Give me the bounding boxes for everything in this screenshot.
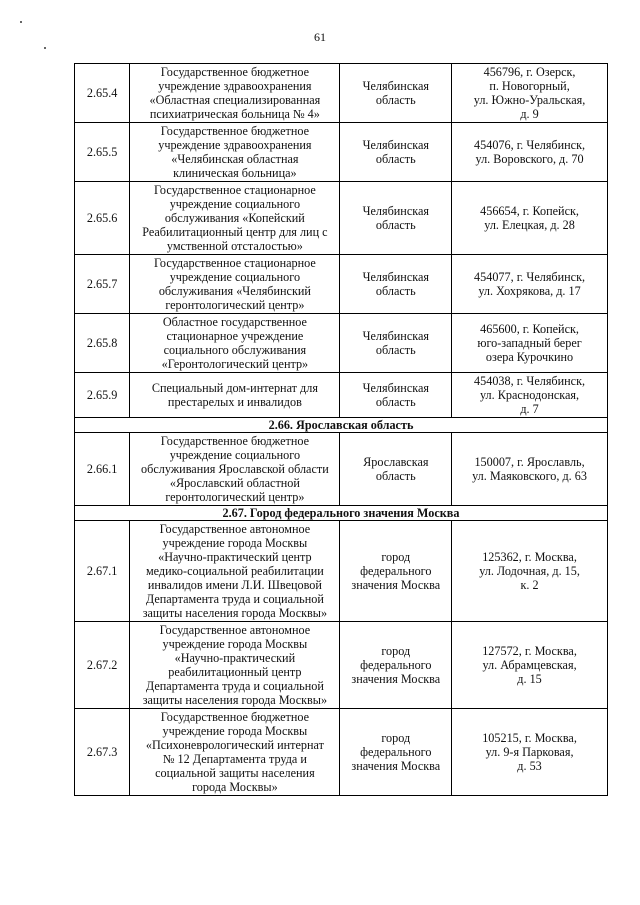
institution-name-line: социальной защиты населения (155, 766, 315, 780)
region-line: Челябинская (362, 381, 429, 395)
table-row (75, 314, 608, 373)
institution-name (130, 622, 340, 709)
region-line: федерального (360, 564, 432, 578)
table-row (75, 255, 608, 314)
institution-name-line: учреждение социального (169, 270, 301, 284)
table-row (75, 123, 608, 182)
region-cell (340, 64, 452, 123)
institution-name-line: учреждение социального (169, 197, 301, 211)
institution-name-line: Государственное бюджетное (160, 710, 310, 724)
entry-number: 2.67.3 (75, 709, 130, 796)
institution-name (130, 521, 340, 622)
institution-name-line: геронтологический центр» (165, 490, 305, 504)
table-row (75, 622, 608, 709)
region-line: область (375, 395, 416, 409)
institution-name-line: Государственное бюджетное (160, 124, 310, 138)
address-line: п. Новогорный, (489, 79, 570, 93)
address-line: ул. Хохрякова, д. 17 (478, 284, 581, 298)
address-cell (452, 314, 608, 373)
institution-name-line: престарелых и инвалидов (167, 395, 302, 409)
table-row (75, 64, 608, 123)
address-line: д. 15 (517, 672, 542, 686)
region-line: федерального (360, 745, 432, 759)
institution-name-line: реабилитационный центр (168, 665, 302, 679)
region-line: Челябинская (362, 79, 429, 93)
institution-name-line: Государственное стационарное (153, 183, 316, 197)
region-cell (340, 255, 452, 314)
institution-name (130, 373, 340, 418)
region-cell (340, 709, 452, 796)
address-cell (452, 373, 608, 418)
address-line: ул. Абрамцевская, (482, 658, 577, 672)
address-line: озера Курочкино (485, 350, 574, 364)
institution-name (130, 314, 340, 373)
institution-name-line: Департамента труда и социальной (145, 679, 324, 693)
region-line: Челябинская (362, 138, 429, 152)
region-cell (340, 622, 452, 709)
address-cell (452, 182, 608, 255)
institution-name-line: Государственное автономное (159, 623, 311, 637)
address-cell (452, 255, 608, 314)
institution-name-line: города Москвы» (192, 780, 278, 794)
region-line: область (375, 284, 416, 298)
region-line: Челябинская (362, 329, 429, 343)
institution-name-line: Реабилитационный центр для лиц с (142, 225, 328, 239)
address-line: 465600, г. Копейск, (480, 322, 579, 336)
institution-name-line: инвалидов имени Л.И. Швецовой (147, 578, 322, 592)
address-cell (452, 123, 608, 182)
region-cell (340, 314, 452, 373)
institution-name-line: учреждение здравоохранения (158, 79, 312, 93)
institution-name-line: социального обслуживания (163, 343, 307, 357)
table-row (75, 433, 608, 506)
address-line: 454077, г. Челябинск, (474, 270, 586, 284)
institution-name-line: «Психоневрологический интернат (145, 738, 324, 752)
region-line: значения Москва (351, 578, 441, 592)
entry-number: 2.65.5 (75, 123, 130, 182)
region-cell (340, 182, 452, 255)
address-line: ул. Краснодонская, (480, 388, 580, 402)
institution-name-line: «Ярославский областной (169, 476, 300, 490)
address-line: 125362, г. Москва, (482, 550, 577, 564)
table-body (75, 64, 608, 796)
institution-name-line: Государственное бюджетное (160, 65, 310, 79)
page-number: 61 (314, 30, 326, 44)
region-line: Челябинская (362, 204, 429, 218)
institution-name-line: Специальный дом-интернат для (151, 381, 318, 395)
institution-name-line: обслуживания «Челябинский (158, 284, 311, 298)
address-line: д. 7 (520, 402, 539, 416)
address-line: д. 53 (517, 759, 542, 773)
section-title: 2.66. Ярославская область (75, 418, 608, 433)
institution-name-line: Государственное бюджетное (160, 434, 310, 448)
institution-name-line: учреждение здравоохранения (158, 138, 312, 152)
entry-number: 2.66.1 (75, 433, 130, 506)
institution-name-line: учреждение социального (169, 448, 301, 462)
institution-name-line: обслуживания «Копейский (164, 211, 305, 225)
institution-name-line: геронтологический центр» (165, 298, 305, 312)
region-line: область (375, 343, 416, 357)
institution-name-line: Областное государственное (162, 315, 307, 329)
institution-name-line: «Челябинская областная (171, 152, 299, 166)
entry-number: 2.65.6 (75, 182, 130, 255)
entry-number: 2.65.7 (75, 255, 130, 314)
region-line: область (375, 93, 416, 107)
institution-name-line: защиты населения города Москвы» (142, 606, 328, 620)
address-line: юго-западный берег (477, 336, 582, 350)
region-line: область (375, 152, 416, 166)
section-header-row (75, 418, 608, 433)
scan-speck (44, 47, 46, 49)
entry-number: 2.65.4 (75, 64, 130, 123)
institution-name (130, 255, 340, 314)
institution-name (130, 123, 340, 182)
table-row (75, 521, 608, 622)
scan-speck (20, 21, 22, 23)
institution-name-line: защиты населения города Москвы» (142, 693, 328, 707)
address-line: 127572, г. Москва, (482, 644, 577, 658)
address-line: к. 2 (520, 578, 539, 592)
region-cell (340, 521, 452, 622)
institution-name-line: «Областная специализированная (149, 93, 321, 107)
institution-name-line: умственной отсталостью» (166, 239, 303, 253)
section-title: 2.67. Город федерального значения Москва (75, 506, 608, 521)
region-line: город (381, 550, 411, 564)
entry-number: 2.67.1 (75, 521, 130, 622)
region-line: значения Москва (351, 672, 441, 686)
region-line: Ярославская (363, 455, 429, 469)
institutions-table (74, 63, 608, 796)
institution-name-line: психиатрическая больница № 4» (149, 107, 320, 121)
address-line: 456654, г. Копейск, (480, 204, 579, 218)
institution-name-line: учреждение города Москвы (162, 637, 308, 651)
address-line: ул. Елецкая, д. 28 (484, 218, 575, 232)
address-line: ул. 9-я Парковая, (485, 745, 574, 759)
address-line: 150007, г. Ярославль, (474, 455, 585, 469)
address-line: 454038, г. Челябинск, (474, 374, 586, 388)
address-line: ул. Маяковского, д. 63 (472, 469, 587, 483)
address-cell (452, 64, 608, 123)
address-line: ул. Лодочная, д. 15, (479, 564, 580, 578)
region-line: федерального (360, 658, 432, 672)
institution-name-line: учреждение города Москвы (162, 724, 308, 738)
region-cell (340, 123, 452, 182)
region-cell (340, 373, 452, 418)
entry-number: 2.65.9 (75, 373, 130, 418)
institution-name (130, 182, 340, 255)
address-cell (452, 709, 608, 796)
institution-name-line: учреждение города Москвы (162, 536, 308, 550)
entry-number: 2.65.8 (75, 314, 130, 373)
address-line: 454076, г. Челябинск, (474, 138, 586, 152)
address-line: 456796, г. Озерск, (483, 65, 576, 79)
address-line: ул. Южно-Уральская, (473, 93, 586, 107)
institution-name-line: Департамента труда и социальной (145, 592, 324, 606)
region-line: значения Москва (351, 759, 441, 773)
institution-name (130, 433, 340, 506)
region-line: Челябинская (362, 270, 429, 284)
address-cell (452, 622, 608, 709)
address-line: д. 9 (520, 107, 539, 121)
institution-name-line: обслуживания Ярославской области (141, 462, 329, 476)
table-row (75, 709, 608, 796)
institution-name-line: № 12 Департамента труда и (162, 752, 307, 766)
institution-name (130, 709, 340, 796)
section-header-row (75, 506, 608, 521)
region-cell (340, 433, 452, 506)
institution-name-line: «Геронтологический центр» (161, 357, 309, 371)
address-line: 105215, г. Москва, (482, 731, 577, 745)
institution-name-line: медико-социальной реабилитации (145, 564, 324, 578)
institution-name-line: «Научно-практический центр (158, 550, 312, 564)
institution-name-line: «Научно-практический (174, 651, 296, 665)
table-row (75, 182, 608, 255)
region-line: область (375, 218, 416, 232)
institution-name-line: клиническая больница» (173, 166, 297, 180)
address-cell (452, 433, 608, 506)
entry-number: 2.67.2 (75, 622, 130, 709)
region-line: город (381, 644, 411, 658)
institution-name-line: стационарное учреждение (166, 329, 304, 343)
region-line: город (381, 731, 411, 745)
table-row (75, 373, 608, 418)
address-cell (452, 521, 608, 622)
institution-name-line: Государственное автономное (159, 522, 311, 536)
institution-name (130, 64, 340, 123)
region-line: область (375, 469, 416, 483)
address-line: ул. Воровского, д. 70 (475, 152, 584, 166)
institution-name-line: Государственное стационарное (153, 256, 316, 270)
